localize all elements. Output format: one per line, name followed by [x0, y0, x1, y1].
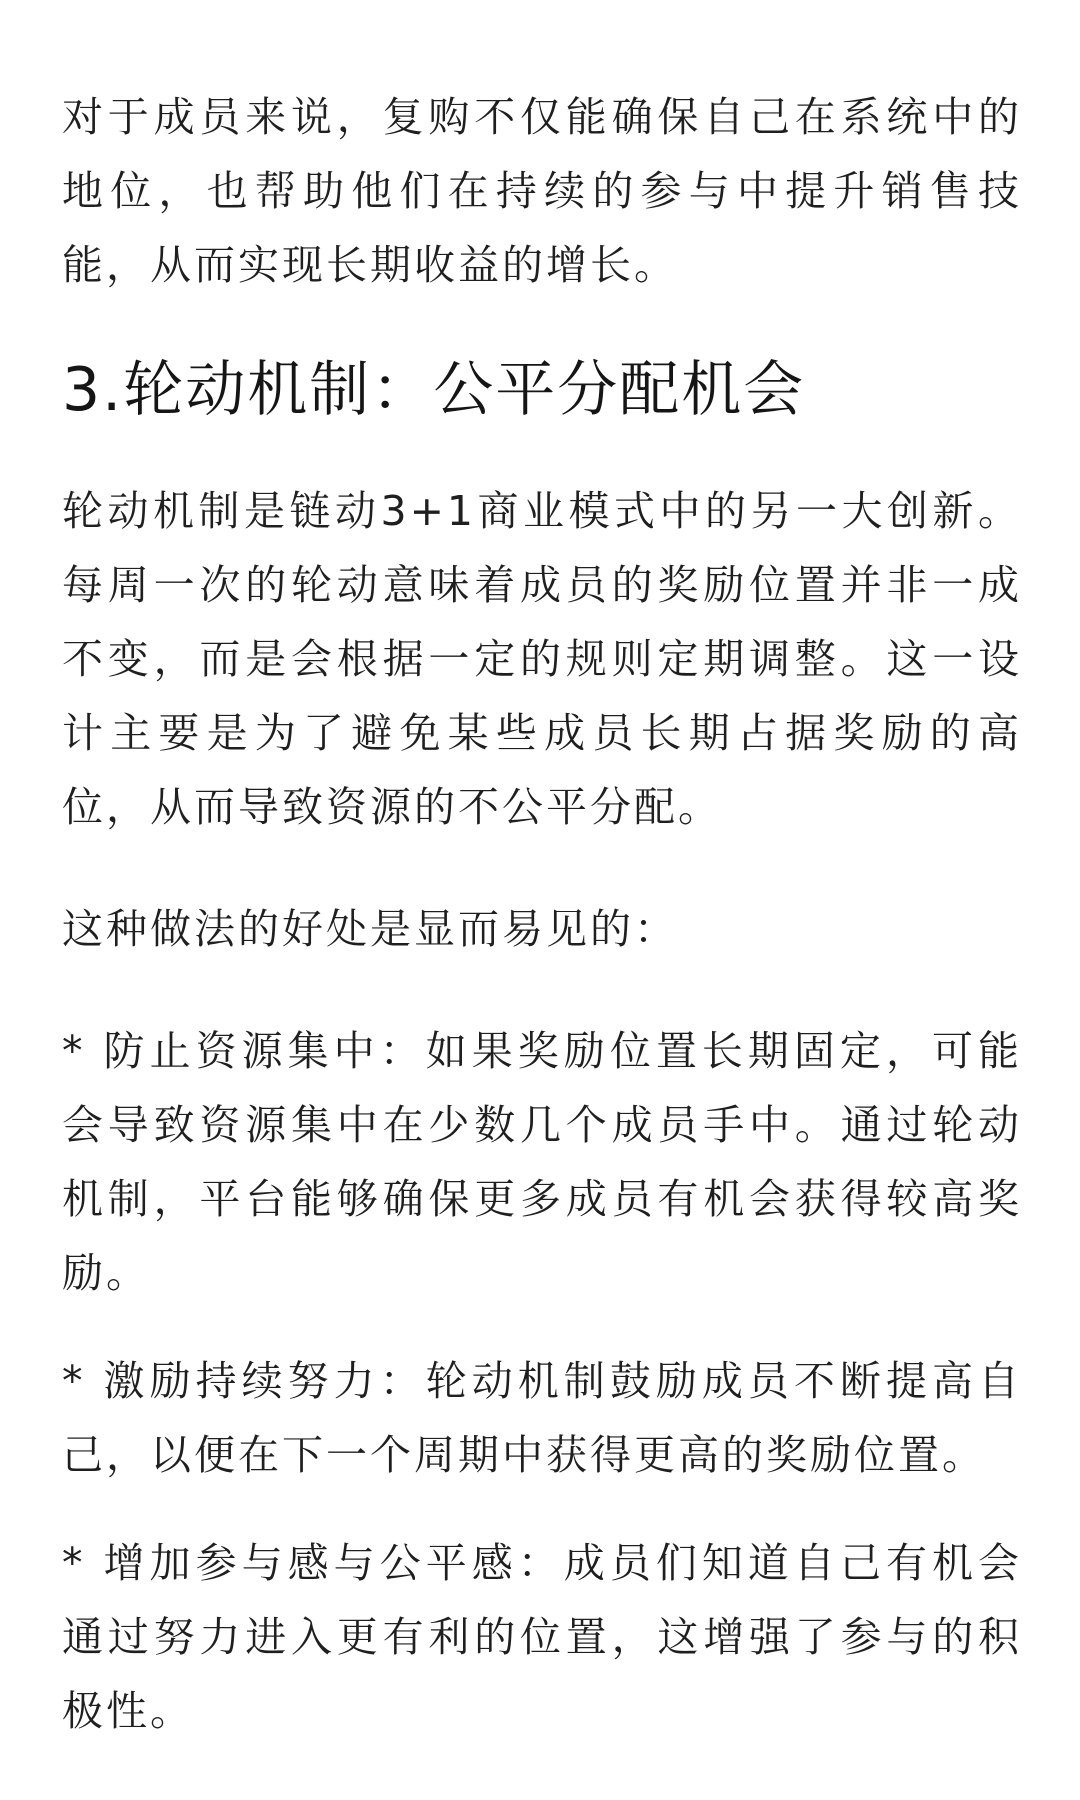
bullet-item: * 增加参与感与公平感：成员们知道自己有机会通过努力进入更有利的位置，这增强了参与的积极性。: [62, 1539, 1022, 1735]
section-paragraph: 轮动机制是链动3+1商业模式中的另一大创新。每周一次的轮动意味着成员的奖励位置并非一成不变，而是会根据一定的规则定期调整。这一设计主要是为了避免某些成员长期占据奖励的高位，从而导致资源的不公平分配。: [62, 487, 1022, 831]
bullet-item: * 激励持续努力：轮动机制鼓励成员不断提高自己，以便在下一个周期中获得更高的奖励位置。: [62, 1357, 1022, 1479]
bullet-item: * 防止资源集中：如果奖励位置长期固定，可能会导致资源集中在少数几个成员手中。通过轮动机制，平台能够确保更多成员有机会获得较高奖励。: [62, 1027, 1022, 1297]
benefits-intro: 这种做法的好处是显而易见的：: [62, 905, 678, 953]
article-body: [62, 80, 1022, 1748]
intro-paragraph: 对于成员来说，复购不仅能确保自己在系统中的地位，也帮助他们在持续的参与中提升销售技能，从而实现长期收益的增长。: [62, 93, 1022, 289]
section-heading: 3.轮动机制：公平分配机会: [62, 355, 806, 425]
